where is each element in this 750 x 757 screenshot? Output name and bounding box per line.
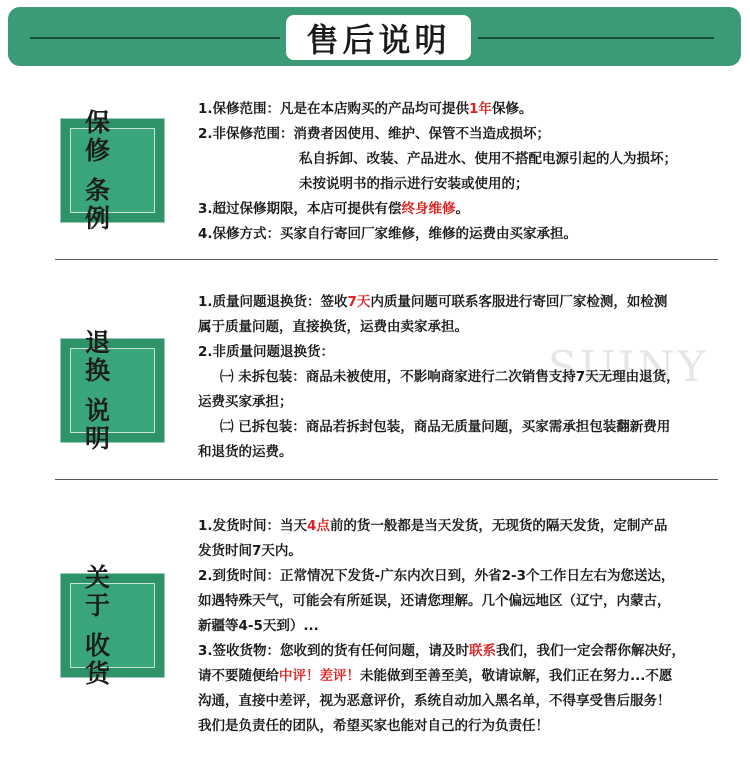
body-text: 沟通，直接中差评，视为恶意评价，系统自动加入黑名单，不得享受售后服务！ bbox=[198, 693, 671, 709]
badge-text: 条 例 bbox=[85, 175, 125, 233]
body-text: 1.质量问题退换货：签收 bbox=[198, 294, 348, 310]
page-title: 售后说明 bbox=[286, 15, 471, 60]
body-text: 2.到货时间：正常情况下发货-广东内次日到，外省2-3个工作日左右为您送达， bbox=[198, 568, 675, 584]
text-line bbox=[198, 122, 738, 147]
badge-text: 说 明 bbox=[85, 395, 125, 453]
badge-delivery bbox=[60, 562, 165, 688]
text-line bbox=[198, 714, 738, 739]
highlight-text: 7天 bbox=[347, 294, 371, 310]
body-text: 1.发货时间：当天 bbox=[198, 518, 308, 534]
text-line bbox=[198, 315, 738, 340]
text-line bbox=[198, 440, 738, 465]
watermark: SUINY bbox=[548, 342, 709, 391]
divider bbox=[55, 259, 718, 260]
text-line bbox=[198, 664, 738, 689]
badge-warranty bbox=[60, 107, 165, 233]
body-text: 我们是负责任的团队，希望买家也能对自己的行为负责任！ bbox=[198, 718, 549, 734]
body-text: ㈡ 已拆包装：商品若拆封包装，商品无质量问题，买家需承担包装翻新费用 bbox=[220, 419, 671, 435]
highlight-text: 联系 bbox=[469, 643, 497, 659]
highlight-text: 终身维修 bbox=[401, 201, 456, 217]
badge-text: 收 货 bbox=[85, 630, 125, 688]
text-line bbox=[198, 589, 738, 614]
header-rule-right bbox=[478, 37, 714, 39]
body-text: 内质量问题可联系客服进行寄回厂家检测，如检测 bbox=[370, 294, 668, 310]
text-line bbox=[198, 197, 738, 222]
text-line bbox=[198, 539, 738, 564]
body-text: 2.非质量问题退换货： bbox=[198, 344, 335, 360]
text-line bbox=[198, 415, 738, 440]
badge-text: 保 修 bbox=[85, 107, 125, 165]
body-text: 4.保修方式：买家自行寄回厂家维修，维修的运费由买家承担。 bbox=[198, 226, 578, 242]
body-text: 。 bbox=[455, 201, 470, 217]
badge-text: 退 换 bbox=[85, 327, 125, 385]
highlight-text: 4点 bbox=[307, 518, 330, 534]
text-line bbox=[198, 172, 738, 197]
section-delivery bbox=[198, 514, 738, 739]
body-text: 2.非保修范围：消费者因使用、维护、保管不当造成损坏； bbox=[198, 126, 551, 142]
text-line bbox=[198, 340, 738, 365]
body-text: 如遇特殊天气，可能会有所延误，还请您理解。几个偏远地区（辽宁，内蒙古， bbox=[198, 593, 671, 609]
badge-text: 关 于 bbox=[85, 562, 125, 620]
body-text: 我们，我们一定会帮你解决好， bbox=[496, 643, 686, 659]
body-text: 3.签收货物：您收到的货有任何问题，请及时 bbox=[198, 643, 470, 659]
text-line bbox=[198, 689, 738, 714]
text-line bbox=[198, 365, 738, 390]
body-text: 发货时间7天内。 bbox=[198, 543, 302, 559]
body-text: 新疆等4-5天到）... bbox=[198, 618, 319, 634]
body-text: 3.超过保修期限，本店可提供有偿 bbox=[198, 201, 402, 217]
header-rule-left bbox=[30, 37, 280, 39]
text-line bbox=[198, 564, 738, 589]
body-text: 未能做到至善至美，敬请谅解，我们正在努力...不愿 bbox=[360, 668, 673, 684]
text-line bbox=[198, 97, 738, 122]
text-line bbox=[198, 147, 738, 172]
header-banner bbox=[8, 7, 741, 66]
body-text: 运费买家承担； bbox=[198, 394, 293, 410]
body-text: 私自拆卸、改装、产品进水、使用不搭配电源引起的人为损坏； bbox=[299, 151, 677, 167]
badge-returns bbox=[60, 327, 165, 453]
text-line bbox=[198, 614, 738, 639]
body-text: 和退货的运费。 bbox=[198, 444, 293, 460]
body-text: ㈠ 未拆包装：商品未被使用，不影响商家进行二次销售支持7天无理由退货， bbox=[220, 369, 680, 385]
text-line bbox=[198, 222, 738, 247]
body-text: 保修。 bbox=[491, 101, 533, 117]
text-line bbox=[198, 390, 738, 415]
body-text: 请不要随便给 bbox=[198, 668, 279, 684]
highlight-text: 1年 bbox=[469, 101, 492, 117]
text-line bbox=[198, 639, 738, 664]
divider bbox=[55, 479, 718, 480]
text-line bbox=[198, 290, 738, 315]
body-text: 未按说明书的指示进行安装或使用的； bbox=[299, 176, 529, 192]
body-text: 1.保修范围：凡是在本店购买的产品均可提供 bbox=[198, 101, 470, 117]
text-line bbox=[198, 514, 738, 539]
section-returns bbox=[198, 290, 738, 465]
section-warranty bbox=[198, 97, 738, 247]
body-text: 前的货一般都是当天发货，无现货的隔天发货，定制产品 bbox=[329, 518, 668, 534]
highlight-text: 中评！差评！ bbox=[279, 668, 360, 684]
body-text: 属于质量问题，直接换货，运费由卖家承担。 bbox=[198, 319, 468, 335]
